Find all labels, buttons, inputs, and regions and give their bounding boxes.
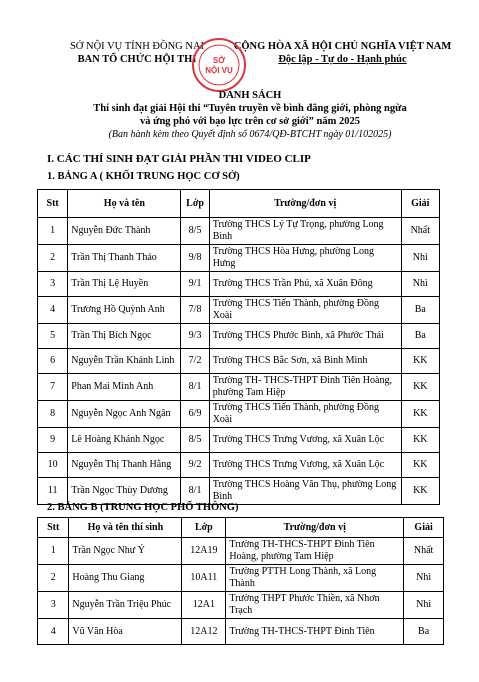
cell-school: Trường THCS Tiến Thành, phường Đồng Xoài	[209, 297, 401, 324]
header-class: Lớp	[182, 518, 226, 538]
document-subtitle-1: Thí sinh đạt giải Hội thi “Tuyên truyền về bình đẳng giới, phòng ngừa	[93, 103, 407, 114]
cell-name: Nguyễn Trần Triệu Phúc	[69, 592, 182, 619]
table-row	[38, 619, 444, 645]
cell-stt: 9	[38, 428, 68, 453]
cell-stt: 8	[38, 401, 68, 428]
org-line-1: SỞ NỘI VỤ TỈNH ĐỒNG NAI	[69, 41, 205, 52]
header-school: Trường/đơn vị	[226, 518, 404, 538]
cell-stt: 6	[38, 349, 68, 374]
cell-stt: 2	[38, 245, 68, 272]
cell-award: KK	[401, 349, 439, 374]
cell-class: 8/1	[181, 374, 209, 401]
cell-award: Nhì	[404, 565, 444, 592]
cell-class: 12A12	[182, 619, 226, 645]
cell-school: Trường THPT Phước Thiền, xã Nhơn Trạch	[226, 592, 404, 619]
cell-class: 12A1	[182, 592, 226, 619]
header-award: Giải	[401, 190, 439, 218]
cell-award: Ba	[401, 297, 439, 324]
cell-award: Nhì	[404, 592, 444, 619]
cell-award: KK	[401, 401, 439, 428]
header-school: Trường/đơn vị	[209, 190, 401, 218]
table-b-header	[38, 518, 444, 538]
cell-award: KK	[401, 478, 439, 505]
cell-award: Ba	[401, 324, 439, 349]
cell-award: Nhất	[404, 538, 444, 565]
cell-stt: 2	[38, 565, 69, 592]
cell-name: Trần Thị Lệ Huyền	[68, 272, 181, 297]
cell-name: Trần Thị Thanh Thảo	[68, 245, 181, 272]
cell-award: Nhì	[401, 272, 439, 297]
cell-stt: 1	[38, 538, 69, 565]
official-seal-icon	[190, 36, 248, 94]
country-name: CỘNG HÒA XÃ HỘI CHỦ NGHĨA VIỆT NAM	[233, 41, 452, 52]
table-b-title: 2. BẢNG B (TRUNG HỌC PHỔ THÔNG)	[47, 502, 239, 513]
table-row	[38, 401, 440, 428]
document-subtitle-2: và ứng phó với bạo lực trên cơ sở giới” năm 2025	[140, 116, 360, 127]
cell-class: 7/2	[181, 349, 209, 374]
cell-name: Trần Thị Bích Ngọc	[68, 324, 181, 349]
cell-stt: 4	[38, 297, 68, 324]
cell-class: 6/9	[181, 401, 209, 428]
cell-school: Trường THCS Trần Phú, xã Xuân Đông	[209, 272, 401, 297]
cell-name: Trương Hồ Quỳnh Anh	[68, 297, 181, 324]
header-name: Họ và tên	[68, 190, 181, 218]
cell-name: Lê Hoàng Khánh Ngọc	[68, 428, 181, 453]
cell-class: 8/5	[181, 428, 209, 453]
cell-school: Trường THCS Bắc Sơn, xã Bình Minh	[209, 349, 401, 374]
header-award: Giải	[404, 518, 444, 538]
cell-class: 8/1	[181, 478, 209, 505]
national-header	[225, 40, 460, 66]
table-b-body	[38, 538, 444, 645]
cell-class: 9/3	[181, 324, 209, 349]
cell-stt: 3	[38, 272, 68, 297]
cell-class: 12A19	[182, 538, 226, 565]
table-row	[38, 565, 444, 592]
header-stt: Stt	[38, 190, 68, 218]
cell-class: 9/1	[181, 272, 209, 297]
table-row	[38, 592, 444, 619]
org-line-2: BAN TỔ CHỨC HỘI THI	[77, 54, 197, 65]
cell-school: Trường THCS Tiến Thành, phường Đồng Xoài	[209, 401, 401, 428]
cell-name: Nguyễn Ngọc Anh Ngân	[68, 401, 181, 428]
table-a-header	[38, 190, 440, 218]
cell-stt: 5	[38, 324, 68, 349]
cell-class: 9/8	[181, 245, 209, 272]
cell-school: Trường THCS Hoàng Văn Thụ, phường Long Bình	[209, 478, 401, 505]
cell-school: Trường THCS Phước Bình, xã Phước Thái	[209, 324, 401, 349]
document-title-block	[40, 89, 460, 141]
national-motto: Độc lập - Tự do - Hạnh phúc	[278, 54, 407, 65]
table-row	[38, 428, 440, 453]
cell-school: Trường THCS Trưng Vương, xã Xuân Lộc	[209, 428, 401, 453]
table-row	[38, 324, 440, 349]
cell-name: Vũ Văn Hòa	[69, 619, 182, 645]
cell-school: Trường TH-THCS-THPT Đinh Tiên Hoàng, phường Tam Hiệp	[226, 538, 404, 565]
table-row	[38, 349, 440, 374]
cell-school: Trường THCS Trưng Vương, xã Xuân Lộc	[209, 453, 401, 478]
cell-school: Trường TH- THCS-THPT Đinh Tiên Hoàng, phường Tam Hiệp	[209, 374, 401, 401]
table-row	[38, 218, 440, 245]
table-row	[38, 453, 440, 478]
cell-stt: 4	[38, 619, 69, 645]
cell-school: Trường PTTH Long Thành, xã Long Thành	[226, 565, 404, 592]
issuance-note: (Ban hành kèm theo Quyết định số 0674/QĐ-BTCHT ngày 01/102025)	[108, 129, 392, 140]
cell-award: Nhất	[401, 218, 439, 245]
cell-class: 9/2	[181, 453, 209, 478]
table-row	[38, 374, 440, 401]
cell-stt: 7	[38, 374, 68, 401]
section-title: I. CÁC THÍ SINH ĐẠT GIẢI PHẦN THI VIDEO CLIP	[47, 153, 311, 165]
cell-school: Trường TH-THCS-THPT Đinh Tiên	[226, 619, 404, 645]
cell-school: Trường THCS Lý Tự Trọng, phường Long Bình	[209, 218, 401, 245]
cell-stt: 3	[38, 592, 69, 619]
svg-text:NỘI VỤ: NỘI VỤ	[205, 66, 233, 75]
cell-name: Phan Mai Minh Anh	[68, 374, 181, 401]
cell-award: Ba	[404, 619, 444, 645]
svg-text:SỞ: SỞ	[212, 56, 226, 65]
cell-award: KK	[401, 428, 439, 453]
table-row	[38, 538, 444, 565]
cell-name: Trần Ngọc Như Ý	[69, 538, 182, 565]
header-name: Họ và tên thí sinh	[69, 518, 182, 538]
table-row	[38, 272, 440, 297]
cell-class: 7/8	[181, 297, 209, 324]
cell-name: Nguyễn Đức Thành	[68, 218, 181, 245]
table-a-body	[38, 218, 440, 505]
table-row	[38, 478, 440, 505]
table-row	[38, 297, 440, 324]
table-row	[38, 245, 440, 272]
cell-stt: 11	[38, 478, 68, 505]
table-b	[37, 517, 444, 645]
cell-class: 10A11	[182, 565, 226, 592]
cell-award: Nhì	[401, 245, 439, 272]
cell-name: Nguyễn Thị Thanh Hằng	[68, 453, 181, 478]
header-stt: Stt	[38, 518, 69, 538]
table-a	[37, 189, 440, 505]
cell-name: Nguyễn Trần Khánh Linh	[68, 349, 181, 374]
document-title: DANH SÁCH	[218, 90, 282, 101]
cell-name: Hoàng Thu Giang	[69, 565, 182, 592]
cell-school: Trường THCS Hòa Hưng, phường Long Hưng	[209, 245, 401, 272]
cell-award: KK	[401, 453, 439, 478]
cell-class: 8/5	[181, 218, 209, 245]
cell-award: KK	[401, 374, 439, 401]
cell-name: Trần Ngọc Thùy Dương	[68, 478, 181, 505]
cell-stt: 10	[38, 453, 68, 478]
cell-stt: 1	[38, 218, 68, 245]
table-a-title: 1. BẢNG A ( KHỐI TRUNG HỌC CƠ SỞ)	[47, 171, 240, 182]
header-class: Lớp	[181, 190, 209, 218]
